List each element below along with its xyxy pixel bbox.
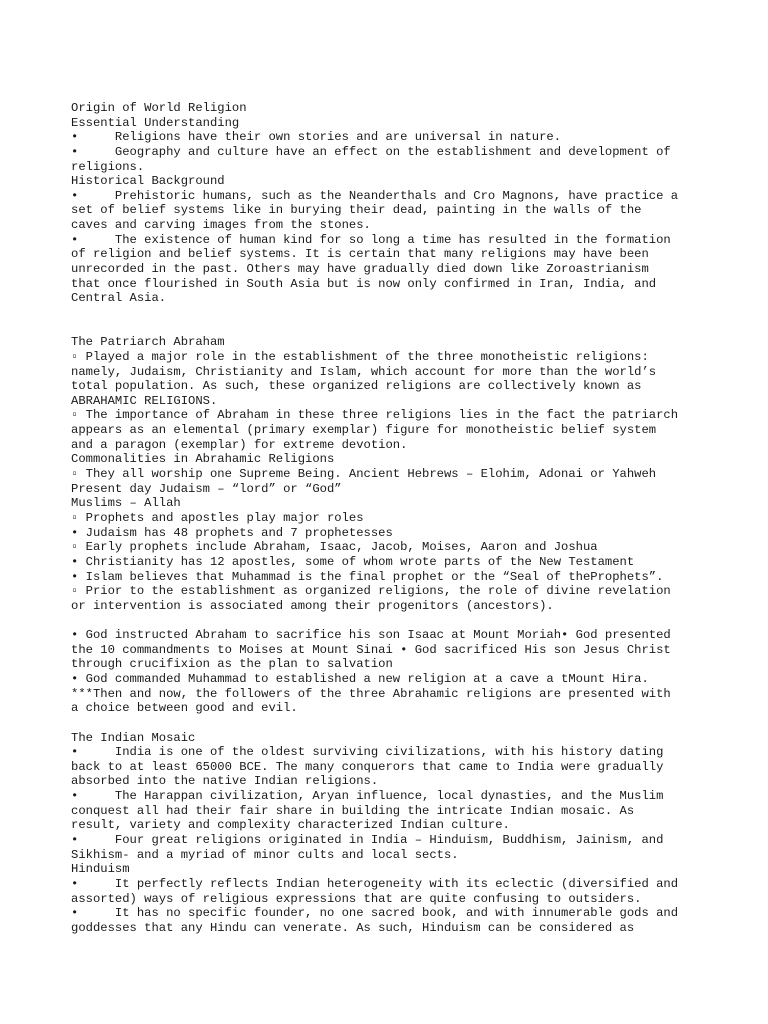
- section-heading-historical: Historical Background: [71, 174, 225, 189]
- paragraph-line: ▫ Prior to the establishment as organized religions, the role of divine revelation: [71, 584, 671, 599]
- paragraph-line: • Prehistoric humans, such as the Neanderthals and Cro Magnons, have practice a: [71, 188, 679, 203]
- paragraph-line: • Religions have their own stories and are universal in nature.: [71, 130, 562, 145]
- paragraph-line: Muslims – Allah: [71, 496, 181, 511]
- paragraph-line: the 10 commandments to Moises at Mount Sinai • God sacrificed His son Jesus Christ: [71, 642, 671, 657]
- paragraph-line: ▫ Early prophets include Abraham, Isaac, Jacob, Moises, Aaron and Joshua: [71, 540, 598, 555]
- paragraph-line: Present day Judaism – “lord” or “God”: [71, 481, 342, 496]
- paragraph-line: • God instructed Abraham to sacrifice his son Isaac at Mount Moriah• God presented: [71, 628, 671, 643]
- paragraph-line: • God commanded Muhammad to established a new religion at a cave a tMount Hira.: [71, 671, 649, 686]
- paragraph-line: • Geography and culture have an effect on the establishment and development of: [71, 144, 671, 159]
- paragraph-line: assorted) ways of religious expressions that are quite confusing to outsiders.: [71, 891, 642, 906]
- paragraph-line: ▫ The importance of Abraham in these three religions lies in the fact the patriarch: [71, 408, 679, 423]
- paragraph-line: • Four great religions originated in India – Hinduism, Buddhism, Jainism, and: [71, 833, 664, 848]
- paragraph-line: • Islam believes that Muhammad is the final prophet or the “Seal of theProphets”.: [71, 569, 664, 584]
- paragraph-line: Central Asia.: [71, 291, 167, 306]
- paragraph-line: of religion and belief systems. It is certain that many religions may have been: [71, 247, 649, 262]
- paragraph-line: and a paragon (exemplar) for extreme devotion.: [71, 437, 408, 452]
- paragraph-line: set of belief systems like in burying their dead, painting in the walls of the: [71, 203, 642, 218]
- paragraph-line: goddesses that any Hindu can venerate. As such, Hinduism can be considered as: [71, 920, 635, 935]
- paragraph-line: • India is one of the oldest surviving civilizations, with his history dating: [71, 745, 664, 760]
- paragraph-line: a choice between good and evil.: [71, 701, 298, 716]
- section-heading-hinduism: Hinduism: [71, 862, 130, 877]
- paragraph-line: appears as an elemental (primary exemplar) figure for monotheistic belief system: [71, 423, 657, 438]
- paragraph-line: namely, Judaism, Christianity and Islam, which account for more than the world’s: [71, 364, 657, 379]
- paragraph-line: • The Harappan civilization, Aryan influence, local dynasties, and the Muslim: [71, 789, 664, 804]
- paragraph-line: result, variety and complexity characterized Indian culture.: [71, 818, 510, 833]
- paragraph-line: or intervention is associated among their progenitors (ancestors).: [71, 598, 554, 613]
- section-heading-patriarch: The Patriarch Abraham: [71, 335, 225, 350]
- paragraph-line: conquest all had their fair share in building the intricate Indian mosaic. As: [71, 803, 635, 818]
- paragraph-line: ▫ They all worship one Supreme Being. Ancient Hebrews – Elohim, Adonai or Yahweh: [71, 467, 657, 482]
- paragraph-line: ABRAHAMIC RELIGIONS.: [71, 393, 218, 408]
- paragraph-line: • Christianity has 12 apostles, some of whom wrote parts of the New Testament: [71, 554, 635, 569]
- section-heading-mosaic: The Indian Mosaic: [71, 730, 196, 745]
- paragraph-line: caves and carving images from the stones.: [71, 218, 371, 233]
- paragraph-line: • It perfectly reflects Indian heterogeneity with its eclectic (diversified and: [71, 876, 679, 891]
- blank-line: [71, 613, 711, 628]
- paragraph-line: Sikhism- and a myriad of minor cults and local sects.: [71, 847, 459, 862]
- section-heading-essential: Essential Understanding: [71, 115, 240, 130]
- paragraph-line: • The existence of human kind for so long a time has resulted in the formation: [71, 232, 671, 247]
- paragraph-line: absorbed into the native Indian religions.: [71, 774, 379, 789]
- paragraph-line: ▫ Played a major role in the establishment of the three monotheistic religions:: [71, 349, 649, 364]
- paragraph-line: ***Then and now, the followers of the three Abrahamic religions are presented with: [71, 686, 671, 701]
- blank-line: [71, 306, 711, 321]
- paragraph-line: religions.: [71, 159, 145, 174]
- paragraph-line: total population. As such, these organized religions are collectively known as: [71, 379, 642, 394]
- paragraph-line: through crucifixion as the plan to salvation: [71, 657, 393, 672]
- paragraph-line: ▫ Prophets and apostles play major roles: [71, 510, 364, 525]
- document-page: [71, 101, 711, 936]
- paragraph-line: • Judaism has 48 prophets and 7 prophetesses: [71, 525, 393, 540]
- blank-line: [71, 321, 711, 336]
- paragraph-line: back to at least 65000 BCE. The many conquerors that came to India were gradually: [71, 759, 664, 774]
- paragraph-line: unrecorded in the past. Others may have gradually died down like Zoroastrianism: [71, 262, 649, 277]
- section-heading-commonalities: Commonalities in Abrahamic Religions: [71, 452, 335, 467]
- blank-line: [71, 716, 711, 731]
- paragraph-line: that once flourished in South Asia but is now only confirmed in Iran, India, and: [71, 276, 657, 291]
- document-title: Origin of World Religion: [71, 101, 247, 115]
- paragraph-line: • It has no specific founder, no one sacred book, and with innumerable gods and: [71, 906, 679, 921]
